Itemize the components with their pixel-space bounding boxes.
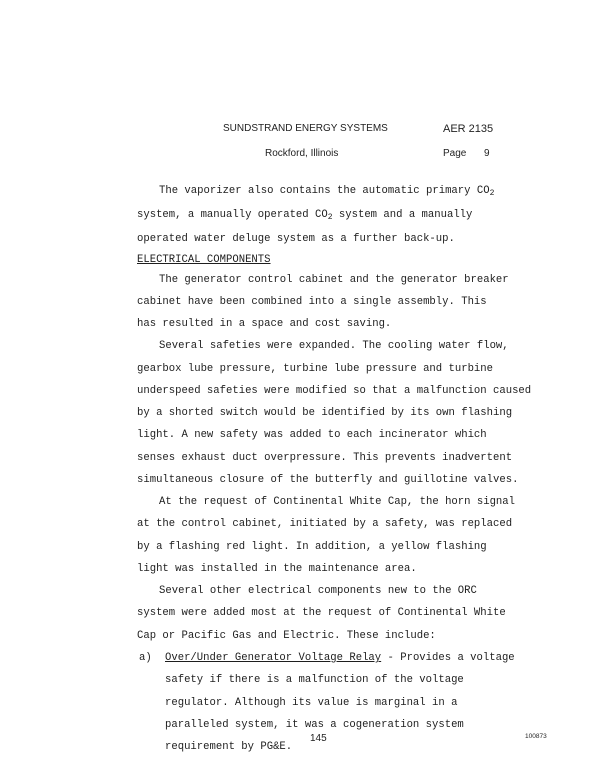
section-heading: ELECTRICAL COMPONENTS	[137, 254, 271, 266]
para1-line2	[137, 209, 472, 222]
list-item-a-line4: paralleled system, it was a cogeneration system	[165, 719, 464, 731]
co2-subscript: 2	[327, 213, 333, 222]
para2-line2: cabinet have been combined into a single assembly. This	[137, 296, 487, 308]
header-doc-number: AER 2135	[443, 123, 494, 135]
para3-line7: simultaneous closure of the butterfly and guillotine valves.	[137, 474, 519, 486]
para1-line2-text-a: system, a manually operated CO	[137, 209, 328, 221]
footer-doc-code: 100873	[525, 733, 547, 740]
para3-line6: senses exhaust duct overpressure. This prevents inadvertent	[137, 452, 513, 464]
list-item-a-line5: requirement by PG&E.	[165, 741, 293, 753]
para5-line2: system were added most at the request of Continental White	[137, 607, 506, 619]
header-company: SUNDSTRAND ENERGY SYSTEMS	[223, 123, 388, 134]
para1-line1	[159, 185, 494, 198]
para4-line3: by a flashing red light. In addition, a yellow flashing	[137, 541, 487, 553]
para2-line1: The generator control cabinet and the generator breaker	[159, 274, 509, 286]
list-item-a-line1-rest: - Provides a voltage	[381, 652, 515, 664]
para1-line2-text-b: system and a manually	[332, 209, 473, 221]
footer-page-number: 145	[310, 733, 327, 744]
para4-line4: light was installed in the maintenance area.	[137, 563, 417, 575]
para3-line5: light. A new safety was added to each incinerator which	[137, 429, 487, 441]
list-item-a-line3: regulator. Although its value is marginal in a	[165, 697, 458, 709]
co2-subscript: 2	[489, 189, 495, 198]
para4-line2: at the control cabinet, initiated by a safety, was replaced	[137, 518, 513, 530]
para1-line1-text: The vaporizer also contains the automatic primary CO	[159, 185, 490, 197]
para5-line3: Cap or Pacific Gas and Electric. These include:	[137, 630, 436, 642]
header-page-number: 9	[484, 148, 490, 159]
para2-line3: has resulted in a space and cost saving.	[137, 318, 392, 330]
list-item-a-marker: a)	[139, 652, 152, 664]
para5-line1: Several other electrical components new to the ORC	[159, 585, 477, 597]
list-item-a-title: Over/Under Generator Voltage Relay	[165, 652, 382, 664]
para1-line3: operated water deluge system as a further back-up.	[137, 233, 455, 245]
para4-line1: At the request of Continental White Cap, the horn signal	[159, 496, 516, 508]
list-item-a-line2: safety if there is a malfunction of the voltage	[165, 674, 464, 686]
para3-line4: by a shorted switch would be identified by its own flashing	[137, 407, 513, 419]
header-page-label: Page	[443, 148, 467, 159]
list-item-a-line1	[165, 652, 515, 664]
para3-line1: Several safeties were expanded. The cooling water flow,	[159, 340, 509, 352]
para3-line2: gearbox lube pressure, turbine lube pressure and turbine	[137, 363, 494, 375]
para3-line3: underspeed safeties were modified so that a malfunction caused	[137, 385, 532, 397]
header-location: Rockford, Illinois	[265, 148, 339, 159]
